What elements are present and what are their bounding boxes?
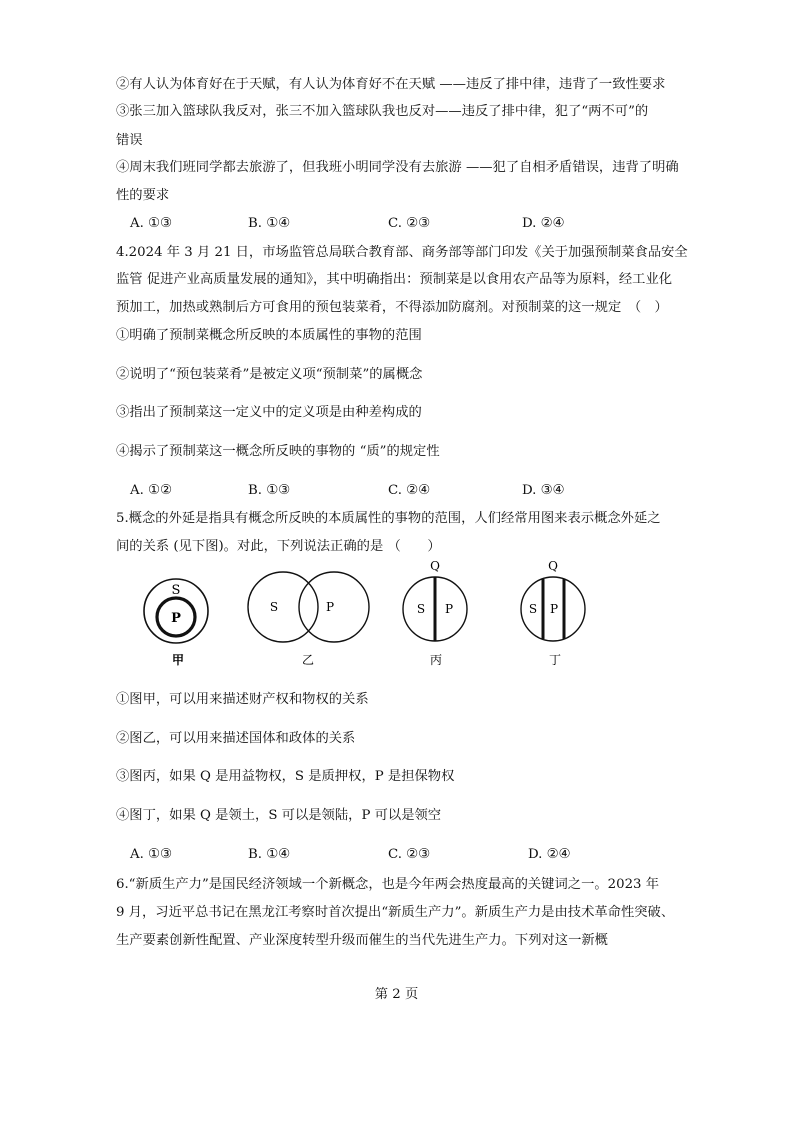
q5-stem-line-2: 间的关系 (见下图)。对此，下列说法正确的是 （ ） [116, 539, 441, 554]
q5-item-4: ④图丁，如果 Q 是领土，S 可以是领陆，P 可以是领空 [116, 808, 442, 823]
diagram-jia-caption: 甲 [171, 653, 185, 667]
q3-option-d: D. ②④ [522, 216, 565, 231]
q5-item-1: ①图甲，可以用来描述财产权和物权的关系 [116, 692, 369, 707]
diagram-ding-caption: 丁 [548, 653, 562, 667]
q4-item-1: ①明确了预制菜概念所反映的本质属性的事物的范围 [116, 328, 422, 343]
diagram-ding-label-p: P [549, 602, 559, 616]
q3-item-3-cont: 错误 [116, 133, 143, 148]
diagram-bing-label-q: Q [430, 559, 440, 573]
q3-option-c: C. ②③ [388, 216, 430, 231]
diagram-yi-caption: 乙 [301, 653, 315, 667]
q3-item-4-cont: 性的要求 [116, 188, 170, 203]
q4-item-2: ②说明了“预包装菜肴”是被定义项“预制菜”的属概念 [116, 367, 423, 382]
q5-option-b: B. ①④ [248, 847, 291, 862]
q5-item-2: ②图乙，可以用来描述国体和政体的关系 [116, 731, 356, 746]
q4-option-c: C. ②④ [388, 483, 430, 498]
q6-stem-line-1: 6.“新质生产力”是国民经济领域一个新概念，也是今年两会热度最高的关键词之一。2023 年 [116, 877, 660, 892]
diagram-bing-label-s: S [416, 602, 426, 616]
q3-item-2: ②有人认为体育好在于天赋，有人认为体育好不在天赋 ——违反了排中律，违背了一致性要求 [116, 77, 666, 92]
diagram-jia-label-p: P [171, 611, 181, 626]
q4-option-a: A. ①② [130, 483, 172, 498]
diagram-yi [248, 572, 369, 667]
diagram-yi-label-p: P [325, 600, 335, 614]
q4-stem-line-3: 预加工，加热或熟制后方可食用的预包装菜肴，不得添加防腐剂。对预制菜的这一规定 （ ） [116, 300, 668, 315]
q4-item-3: ③指出了预制菜这一定义中的定义项是由种差构成的 [116, 405, 422, 420]
q4-option-b: B. ①③ [248, 483, 291, 498]
diagram-ding-label-q: Q [548, 559, 558, 573]
q6-stem-line-3: 生产要素创新性配置、产业深度转型升级而催生的当代先进生产力。下列对这一新概 [116, 933, 608, 948]
page-number: 第 2 页 [374, 987, 419, 1002]
q5-stem-line-1: 5.概念的外延是指具有概念所反映的本质属性的事物的范围，人们经常用图来表示概念外延之 [116, 511, 661, 526]
q3-option-a: A. ①③ [130, 216, 172, 231]
diagram-bing [403, 559, 467, 667]
q5-option-a: A. ①③ [130, 847, 172, 862]
q4-option-d: D. ③④ [522, 483, 565, 498]
q5-item-3: ③图丙，如果 Q 是用益物权，S 是质押权，P 是担保物权 [116, 769, 455, 784]
q4-item-4: ④揭示了预制菜这一概念所反映的事物的 “质”的规定性 [116, 444, 440, 459]
q3-item-4: ④周末我们班同学都去旅游了，但我班小明同学没有去旅游 ——犯了自相矛盾错误，违背了明确 [116, 160, 679, 175]
q3-item-3: ③张三加入篮球队我反对，张三不加入篮球队我也反对——违反了排中律，犯了“两不可”的 [116, 104, 649, 119]
q5-option-d: D. ②④ [528, 847, 571, 862]
diagram-ding-label-s: S [528, 602, 538, 616]
diagram-yi-label-s: S [269, 600, 279, 614]
q6-stem-line-2: 9 月，习近平总书记在黑龙江考察时首次提出“新质生产力”。新质生产力是由技术革命性突破、 [116, 905, 675, 920]
q3-option-b: B. ①④ [248, 216, 291, 231]
diagram-bing-caption: 丙 [429, 653, 443, 667]
diagram-jia [144, 579, 208, 667]
diagram-ding [521, 559, 585, 667]
q4-stem-line-1: 4.2024 年 3 月 21 日，市场监管总局联合教育部、商务部等部门印发《关于加强预制菜食品安全 [116, 245, 688, 260]
diagram-bing-label-p: P [444, 602, 454, 616]
diagram-jia-label-s: S [171, 583, 181, 598]
q4-stem-line-2: 监管 促进产业高质量发展的通知》，其中明确指出：预制菜是以食用农产品等为原料，经工业化 [116, 272, 673, 287]
q5-option-c: C. ②③ [388, 847, 430, 862]
